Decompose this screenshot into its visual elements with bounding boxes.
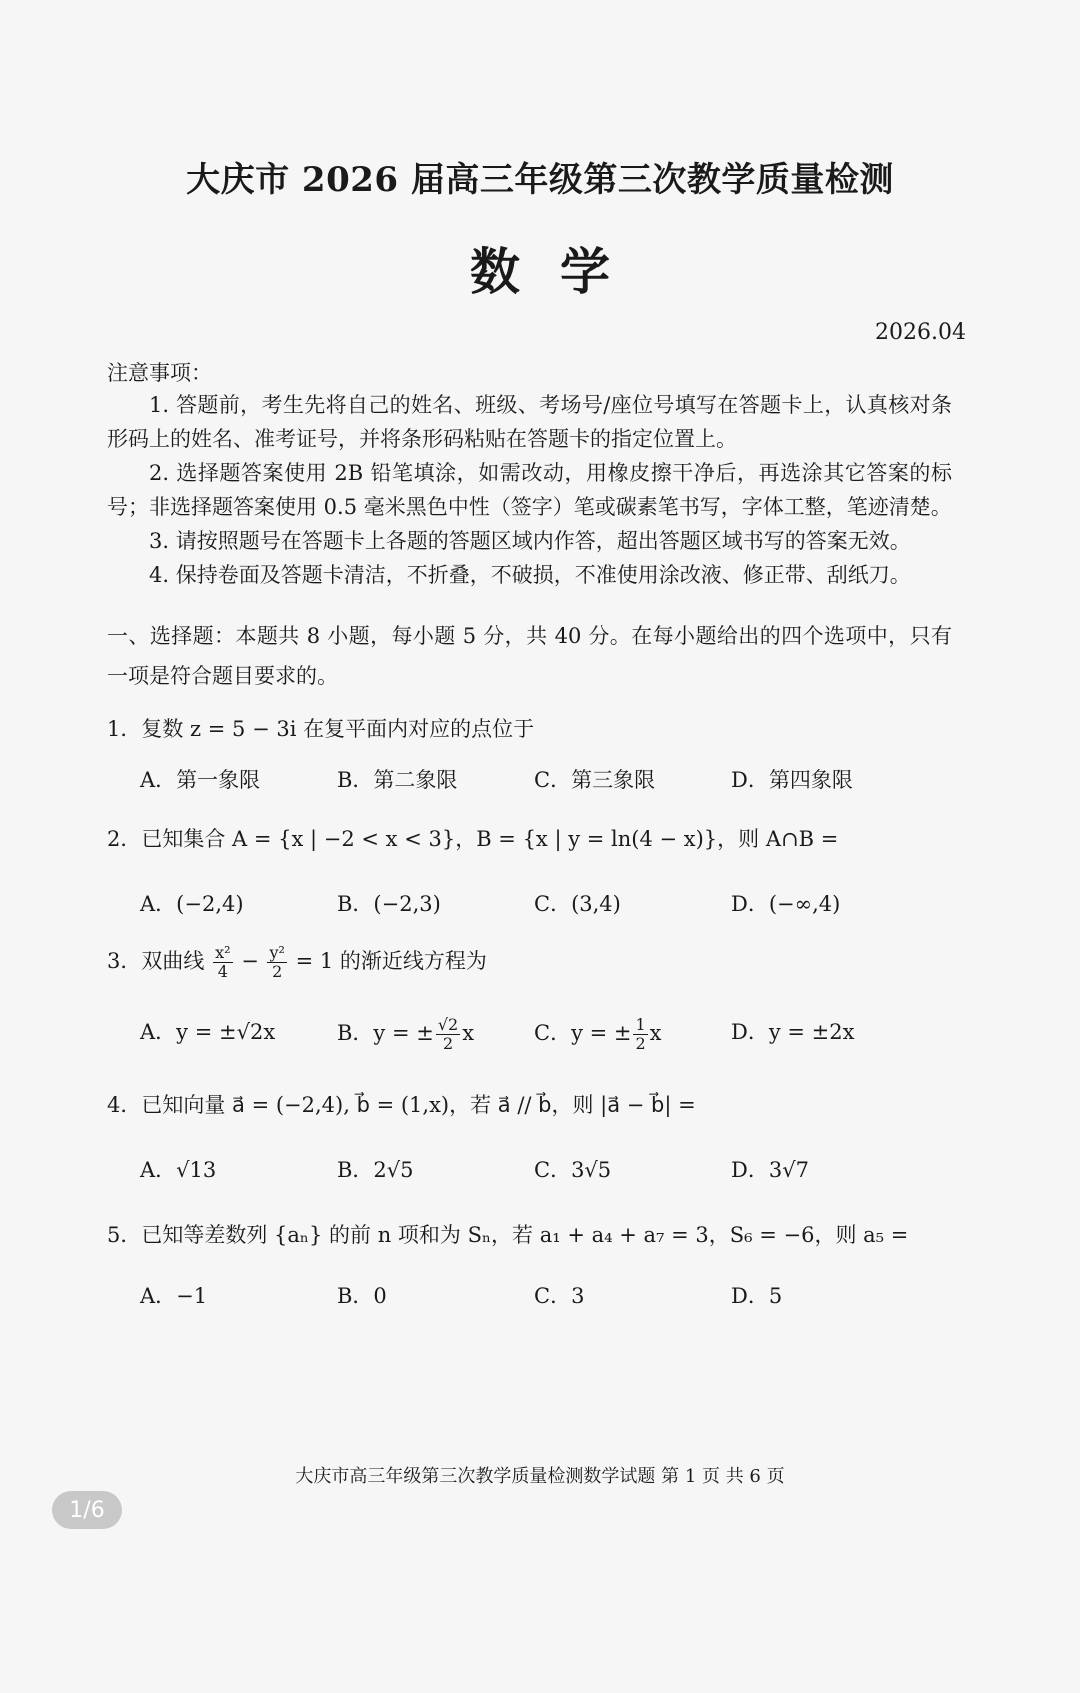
option-a[interactable]: A．(−2,4) [140, 892, 244, 916]
option-d[interactable]: D．y = ±2x [731, 1020, 855, 1044]
fraction-denominator: 2 [442, 1034, 454, 1053]
fraction [436, 1016, 460, 1053]
notes-heading: 注意事项： [107, 361, 212, 385]
fraction-numerator: 1 [635, 1015, 646, 1034]
question-3-stem [107, 944, 952, 981]
option-c[interactable]: C．3√5 [534, 1158, 612, 1182]
exam-date: 2026.04 [875, 320, 966, 345]
question-2-stem: 2．已知集合 A = {x | −2 < x < 3}，B = {x | y = ln(4 − x)}，则 A∩B = [107, 827, 839, 851]
fraction-numerator: x² [215, 943, 231, 962]
option-b-suffix: x [462, 1021, 475, 1045]
minus-sign: − [241, 949, 259, 973]
option-c-text: C．y = ± [534, 1021, 632, 1045]
note-item: 4. 保持卷面及答题卡清洁，不折叠，不破损，不准使用涂改液、修正带、刮纸刀。 [149, 563, 911, 587]
fraction-numerator: √2 [437, 1015, 459, 1034]
page-footer: 大庆市高三年级第三次教学质量检测数学试题 第 1 页 共 6 页 [295, 1466, 785, 1487]
exam-title: 大庆市 2026 届高三年级第三次教学质量检测 [186, 160, 894, 200]
option-d[interactable]: D．(−∞,4) [731, 892, 841, 916]
fraction-numerator: y² [269, 943, 285, 962]
option-d[interactable]: D．第四象限 [731, 768, 853, 792]
subject-title: 数学 [470, 242, 650, 301]
option-b[interactable] [337, 1016, 474, 1053]
question-4-options [140, 1154, 960, 1188]
fraction-denominator: 2 [272, 962, 283, 981]
note-item: 2. 选择题答案使用 2B 铅笔填涂，如需改动，用橡皮擦干净后，再选涂其它答案的标号；非选择题答案使用 0.5 毫米黑色中性（签字）笔或碳素笔书写，字体工整，笔迹清楚。 [107, 461, 952, 519]
note-item: 1. 答题前，考生先将自己的姓名、班级、考场号/座位号填写在答题卡上，认真核对条形码上的姓名、准考证号，并将条形码粘贴在答题卡的指定位置上。 [107, 393, 952, 451]
option-c[interactable]: C．3 [534, 1284, 585, 1308]
option-b[interactable]: B．2√5 [337, 1158, 414, 1182]
fraction [633, 1016, 647, 1053]
page-indicator[interactable]: 1/6 [52, 1491, 122, 1529]
note-item: 3. 请按照题号在答题卡上各题的答题区域内作答，超出答题区域书写的答案无效。 [149, 529, 911, 553]
option-a[interactable]: A．y = ±√2x [140, 1020, 276, 1044]
question-1-options [140, 764, 960, 798]
option-c[interactable] [534, 1016, 662, 1053]
question-1-stem: 1．复数 z = 5 − 3i 在复平面内对应的点位于 [107, 717, 535, 741]
option-a[interactable]: A．−1 [140, 1284, 208, 1308]
fraction [267, 944, 286, 981]
option-b[interactable]: B．(−2,3) [337, 892, 441, 916]
option-d[interactable]: D．3√7 [731, 1158, 809, 1182]
fraction [213, 944, 232, 981]
option-c[interactable]: C．(3,4) [534, 892, 621, 916]
option-a[interactable]: A．第一象限 [140, 768, 261, 792]
fraction-denominator: 2 [635, 1034, 646, 1053]
fraction-denominator: 4 [217, 962, 228, 981]
option-b[interactable]: B．0 [337, 1284, 387, 1308]
option-b-text: B．y = ± [337, 1021, 434, 1045]
question-4-stem: 4．已知向量 a⃗ = (−2,4), b⃗ = (1,x)，若 a⃗ // b⃗，则 |a⃗ − b⃗| = [107, 1093, 696, 1117]
question-5-stem: 5．已知等差数列 {aₙ} 的前 n 项和为 Sₙ，若 a₁ + a₄ + a₇ = 3，S₆ = −6，则 a₅ = [107, 1223, 909, 1247]
option-c[interactable]: C．第三象限 [534, 768, 656, 792]
option-a[interactable]: A．√13 [140, 1158, 217, 1182]
question-3-prefix: 3．双曲线 [107, 949, 205, 973]
question-2-options [140, 888, 960, 922]
option-d[interactable]: D．5 [731, 1284, 783, 1308]
question-3-suffix: = 1 的渐近线方程为 [295, 949, 487, 973]
question-3-options [140, 1015, 960, 1053]
question-5-options [140, 1280, 960, 1314]
option-c-suffix: x [649, 1021, 662, 1045]
section-heading: 一、选择题：本题共 8 小题，每小题 5 分，共 40 分。在每小题给出的四个选项中，只有一项是符合题目要求的。 [107, 624, 952, 688]
option-b[interactable]: B．第二象限 [337, 768, 458, 792]
